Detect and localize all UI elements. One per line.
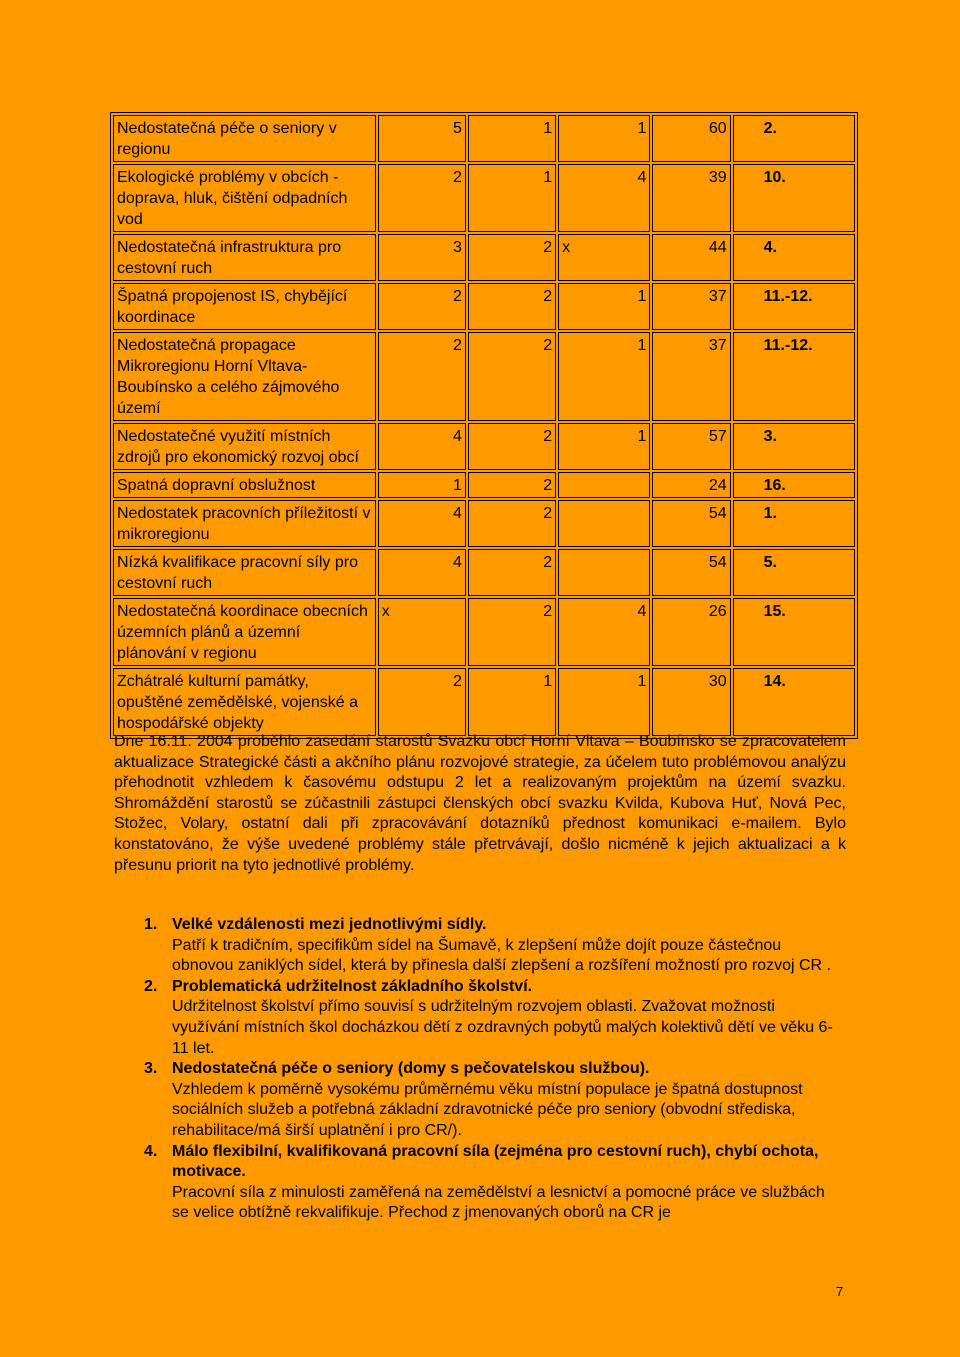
table-row [113, 115, 855, 162]
list-item-heading: Málo flexibilní, kvalifikovaná pracovní síla (zejména pro cestovní ruch), chybí ochota, motivace. [172, 1142, 819, 1181]
list-item-number: 2. [144, 977, 158, 995]
score-cell-3 [558, 472, 650, 498]
table-row [113, 549, 855, 596]
score-cell-1: x [378, 598, 466, 666]
table-row [113, 598, 855, 666]
score-cell-1: 4 [378, 423, 466, 470]
list-item-body: Pracovní síla z minulosti zaměřená na zemědělství a lesnictví a pomocné práce ve službách se velice obtížně rekvalifikuje. Přechod z jmenovaných oborů na CR je [172, 1183, 825, 1222]
list-item [114, 1059, 846, 1141]
score-cell-3 [558, 549, 650, 596]
table-row [113, 423, 855, 470]
sum-cell: 37 [652, 332, 730, 421]
rank-cell: 11.-12. [733, 332, 855, 421]
score-cell-2: 1 [468, 668, 556, 736]
score-cell-2: 2 [468, 472, 556, 498]
table-row [113, 164, 855, 232]
problem-cell: Nedostatečná péče o seniory v regionu [113, 115, 376, 162]
table-row [113, 283, 855, 330]
problem-cell: Nedostatečná koordinace obecních územních plánů a územní plánování v regionu [113, 598, 376, 666]
rank-cell: 10. [733, 164, 855, 232]
score-cell-2: 2 [468, 549, 556, 596]
score-cell-1: 2 [378, 164, 466, 232]
problem-cell: Nedostatečná propagace Mikroregionu Horní Vltava- Boubínsko a celého zájmového území [113, 332, 376, 421]
sum-cell: 44 [652, 234, 730, 281]
problem-ranking-table [110, 112, 858, 739]
score-cell-3 [558, 500, 650, 547]
list-item [114, 1142, 846, 1224]
score-cell-3: 1 [558, 115, 650, 162]
meeting-paragraph: Dne 16.11. 2004 proběhlo zasedání starostů Svazku obcí Horní Vltava – Boubínsko se zpracovatelem aktualizace Strategické části a akčního plánu rozvojové strategie, za účelem tuto problémovou analýzu přehodnotit vzhledem k časovému odstupu 2 let a realizovaným projektům na území svazku. Shromáždění starostů se zúčastnili zástupci členských obcí svazku Kvilda, Kubova Huť, Nová Pec, Stožec, Volary, ostatní dali při zpracovávání dotazníků přednost komunikaci e-mailem. Bylo konstatováno, že výše uvedené problémy stále přetrvávají, došlo nicméně k jejich aktualizaci a k přesunu priorit na tyto jednotlivé problémy. [114, 733, 846, 874]
score-cell-3: 4 [558, 598, 650, 666]
rank-cell: 16. [733, 472, 855, 498]
rank-cell: 11.-12. [733, 283, 855, 330]
score-cell-1: 3 [378, 234, 466, 281]
score-cell-1: 4 [378, 549, 466, 596]
sum-cell: 57 [652, 423, 730, 470]
score-cell-2: 2 [468, 234, 556, 281]
score-cell-1: 2 [378, 668, 466, 736]
score-cell-2: 1 [468, 164, 556, 232]
problem-cell: Spatná dopravní obslužnost [113, 472, 376, 498]
list-item-number: 4. [144, 1142, 158, 1160]
rank-cell: 14. [733, 668, 855, 736]
table-row [113, 500, 855, 547]
rank-cell: 15. [733, 598, 855, 666]
rank-cell: 3. [733, 423, 855, 470]
problem-cell: Špatná propojenost IS, chybějící koordinace [113, 283, 376, 330]
list-item-heading: Problematická udržitelnost základního školství. [172, 977, 533, 995]
score-cell-3: x [558, 234, 650, 281]
rank-cell: 1. [733, 500, 855, 547]
score-cell-2: 2 [468, 423, 556, 470]
page-number: 7 [836, 1284, 844, 1299]
table-row [113, 332, 855, 421]
score-cell-3: 1 [558, 668, 650, 736]
list-item-body: Patří k tradičním, specifikům sídel na Šumavě, k zlepšení může dojít pouze částečnou obnovou zaniklých sídel, která by přinesla další zlepšení a rozšíření možností pro rozvoj CR . [172, 936, 831, 975]
score-cell-2: 2 [468, 500, 556, 547]
score-cell-2: 2 [468, 283, 556, 330]
problem-cell: Zchátralé kulturní památky, opuštěné zemědělské, vojenské a hospodářské objekty [113, 668, 376, 736]
list-item-body: Udržitelnost školství přímo souvisí s udržitelným rozvojem oblasti. Zvažovat možnosti využívání místních škol docházkou dětí z ozdravných pobytů malých kolektivů dětí ve věku 6-11 let. [172, 998, 833, 1057]
sum-cell: 24 [652, 472, 730, 498]
table-row [113, 668, 855, 736]
list-item [114, 915, 846, 977]
score-cell-1: 1 [378, 472, 466, 498]
score-cell-2: 2 [468, 598, 556, 666]
problem-cell: Nedostatečné využití místních zdrojů pro ekonomický rozvoj obcí [113, 423, 376, 470]
score-cell-2: 2 [468, 332, 556, 421]
problem-cell: Ekologické problémy v obcích - doprava, hluk, čištění odpadních vod [113, 164, 376, 232]
list-item-heading: Velké vzdálenosti mezi jednotlivými sídly. [172, 916, 487, 933]
list-item-heading: Nedostatečná péče o seniory (domy s pečovatelskou službou). [172, 1060, 650, 1078]
sum-cell: 54 [652, 549, 730, 596]
problem-cell: Nedostatek pracovních příležitostí v mikroregionu [113, 500, 376, 547]
score-cell-3: 1 [558, 283, 650, 330]
score-cell-3: 4 [558, 164, 650, 232]
sum-cell: 39 [652, 164, 730, 232]
sum-cell: 54 [652, 500, 730, 547]
score-cell-1: 5 [378, 115, 466, 162]
table-body [113, 115, 855, 736]
problem-cell: Nedostatečná infrastruktura pro cestovní ruch [113, 234, 376, 281]
sum-cell: 30 [652, 668, 730, 736]
problem-cell: Nízká kvalifikace pracovní síly pro cestovní ruch [113, 549, 376, 596]
score-cell-1: 4 [378, 500, 466, 547]
rank-cell: 5. [733, 549, 855, 596]
list-item-number: 1. [144, 916, 158, 933]
score-cell-2: 1 [468, 115, 556, 162]
rank-cell: 2. [733, 115, 855, 162]
score-cell-1: 2 [378, 283, 466, 330]
list-item-body: Vzhledem k poměrně vysokému průměrnému věku místní populace je špatná dostupnost sociálních služeb a potřebná základní zdravotnické péče pro seniory (obvodní střediska, rehabilitace/má širší uplatnění i pro CR/). [172, 1080, 803, 1139]
score-cell-3: 1 [558, 332, 650, 421]
list-item-number: 3. [144, 1060, 158, 1078]
sum-cell: 26 [652, 598, 730, 666]
score-cell-3: 1 [558, 423, 650, 470]
table-row [113, 234, 855, 281]
priority-list [114, 915, 846, 1224]
sum-cell: 37 [652, 283, 730, 330]
score-cell-1: 2 [378, 332, 466, 421]
rank-cell: 4. [733, 234, 855, 281]
table-row [113, 472, 855, 498]
sum-cell: 60 [652, 115, 730, 162]
list-item [114, 977, 846, 1059]
